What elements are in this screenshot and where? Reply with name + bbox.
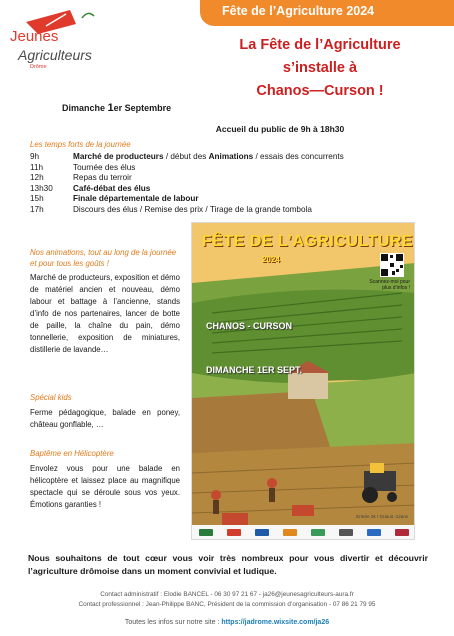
- desc-bold: Animations: [208, 152, 254, 161]
- contact-pro: Contact professionnel : Jean-Philippe BANC, Président de la commission d’organisation - 07 86 21 79 95: [78, 600, 376, 608]
- logo-line1: Jeunes: [10, 28, 59, 45]
- poster-entry: Entrée 2€ / Gratuit -12ans: [356, 514, 408, 519]
- qr-code-graphic: [380, 253, 404, 277]
- schedule-row: [30, 184, 430, 195]
- date-day-word: Dimanche: [62, 103, 108, 113]
- sponsor-strip: [192, 525, 415, 539]
- schedule-desc: Repas du terroir: [73, 173, 132, 183]
- schedule-row: [30, 205, 430, 216]
- sponsor-logo-icon: [199, 529, 213, 536]
- sponsor-logo-icon: [339, 529, 353, 536]
- contacts: [0, 590, 454, 609]
- sponsor-logo-icon: [367, 529, 381, 536]
- helico-body: Envolez vous pour une balade en hélicoptère et laissez place au magnifique spectacle qui se déroule sous vos yeux. Émotions garanties !: [30, 464, 180, 509]
- desc-text: / début des: [163, 152, 209, 161]
- schedule-row: [30, 173, 430, 184]
- event-date: [62, 102, 171, 114]
- website-line: [0, 619, 454, 626]
- schedule-time: 11h: [30, 162, 44, 172]
- schedule-time: 12h: [30, 173, 44, 183]
- schedule-row: [30, 163, 430, 174]
- logo-sub: Drôme: [30, 64, 47, 70]
- accueil-hours: Accueil du public de 9h à 18h30: [215, 124, 345, 134]
- schedule-list: [30, 152, 430, 216]
- headline-line1: La Fête de l’Agriculture: [239, 37, 401, 53]
- website-link[interactable]: https://jadrome.wixsite.com/ja26: [221, 619, 330, 626]
- kids-title: Spécial kids: [30, 393, 72, 402]
- schedule-desc: Discours des élus / Remise des prix / Tirage de la grande tombola: [73, 204, 312, 214]
- closing-message: Nous souhaitons de tout cœur vous voir très nombreux pour vous divertir et découvrir l’agriculture drômoise dans un moment convivial et ludique.: [28, 553, 428, 576]
- poster-date: DIMANCHE 1ER SEPT.: [206, 365, 303, 375]
- banner-title: Fête de l’Agriculture 2024: [222, 4, 375, 18]
- schedule-desc: Tournée des élus: [73, 162, 136, 172]
- poster-year: 2024: [262, 255, 280, 264]
- sponsor-logo-icon: [311, 529, 325, 536]
- event-poster: [191, 222, 415, 540]
- schedule-desc: [73, 184, 150, 195]
- schedule-time: 15h: [30, 194, 44, 204]
- schedule-row: [30, 152, 430, 163]
- sponsor-logo-icon: [227, 529, 241, 536]
- poster-place: CHANOS - CURSON: [206, 321, 293, 331]
- sponsor-logo-icon: [395, 529, 409, 536]
- schedule-time: 13h30: [30, 183, 53, 193]
- website-label: Toutes les infos sur notre site :: [124, 619, 222, 626]
- date-rest: er Septembre: [113, 103, 172, 113]
- desc-bold: Finale départementale de labour: [73, 194, 199, 204]
- helico-title: Baptême en Hélicoptère: [30, 449, 114, 458]
- contact-admin: Contact administratif : Elodie BANCEL - 06 30 97 21 67 - ja26@jeunesagriculteurs-aura.fr: [100, 591, 354, 598]
- sponsor-logo-icon: [283, 529, 297, 536]
- desc-bold: Marché de producteurs: [73, 152, 164, 161]
- headline: [186, 34, 454, 103]
- schedule-time: 17h: [30, 204, 44, 214]
- qr-code-icon[interactable]: [380, 253, 404, 277]
- animations-body: Marché de producteurs, exposition et démo de matériel ancien et nouveau, démo labour et battage à l’ancienne, stands d’info de nos partenaires, lancer de botte de paille, la chaîne du pain, démo tonnellerie, exposition de miniatures, distillerie de lavande…: [30, 273, 180, 354]
- headline-line2: s’installe à: [282, 60, 358, 76]
- date-day-num: 1: [107, 102, 114, 114]
- desc-text: / essais des concurrents: [253, 152, 344, 161]
- sponsor-logo-icon: [255, 529, 269, 536]
- poster-title: FÊTE DE L’AGRICULTURE: [202, 233, 414, 250]
- schedule-desc: [73, 194, 199, 205]
- schedule-desc: [73, 152, 344, 163]
- poster-scan-text: Scannez-moi pour plus d’infos !: [369, 279, 410, 291]
- schedule-row: [30, 194, 430, 205]
- headline-line3: Chanos—Curson !: [256, 83, 384, 99]
- kids-body: Ferme pédagogique, balade en poney, château gonflable, …: [30, 408, 180, 429]
- temps-forts-title: Les temps forts de la journée: [30, 140, 131, 149]
- logo-line2: Agriculteurs: [18, 47, 92, 63]
- animations-title: Nos animations, tout au long de la journée et pour tous les goûts !: [30, 248, 177, 268]
- desc-bold: Café-débat des élus: [73, 183, 151, 193]
- schedule-time: 9h: [30, 152, 40, 161]
